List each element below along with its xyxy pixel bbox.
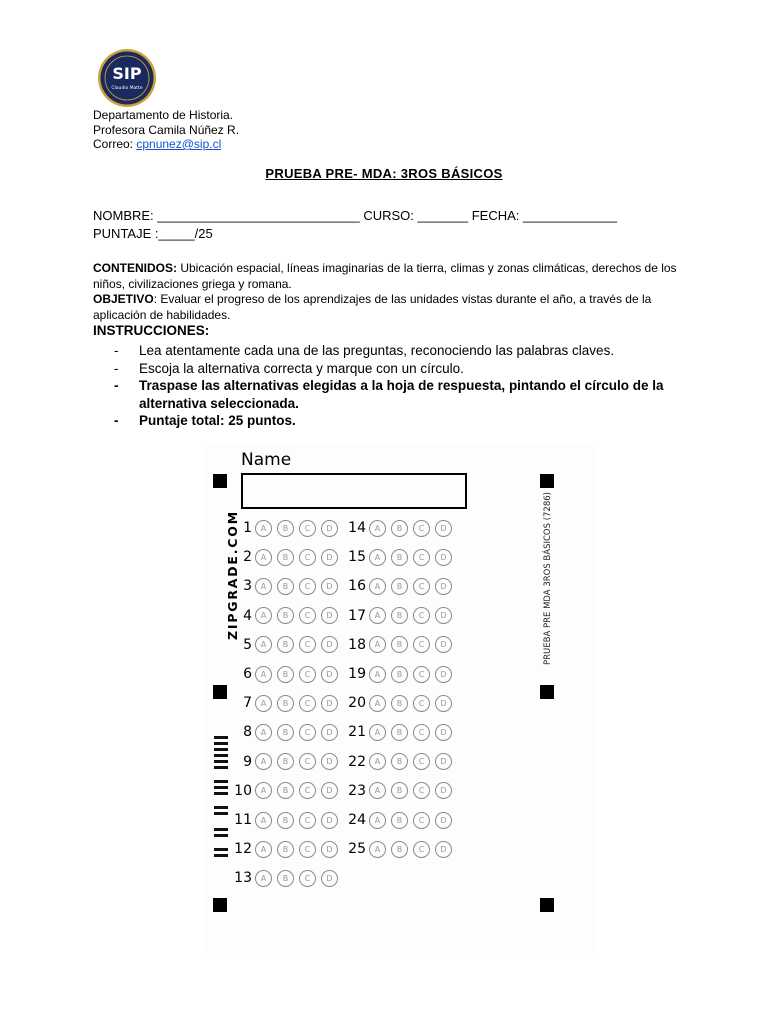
answer-bubble-a[interactable]: A xyxy=(255,607,272,624)
answer-bubble-b[interactable]: B xyxy=(391,520,408,537)
question-row xyxy=(229,781,343,801)
barcode-bar xyxy=(214,828,228,831)
alignment-marker xyxy=(213,685,227,699)
alignment-marker xyxy=(540,474,554,488)
question-number: 14 xyxy=(348,520,366,536)
score-field-line: PUNTAJE :_____/25 xyxy=(93,226,213,241)
alignment-marker xyxy=(540,685,554,699)
answer-bubble-a[interactable]: A xyxy=(255,666,272,683)
question-number: 19 xyxy=(348,666,366,682)
answer-bubble-a[interactable]: A xyxy=(369,636,386,653)
question-row xyxy=(229,722,343,742)
answer-bubble-a[interactable]: A xyxy=(255,812,272,829)
question-number: 11 xyxy=(234,812,252,828)
question-number: 13 xyxy=(234,870,252,887)
contenidos-label: CONTENIDOS: xyxy=(93,261,177,275)
department: Departamento de Historia. xyxy=(93,108,234,122)
question-row xyxy=(229,693,343,713)
answer-bubble-b[interactable]: B xyxy=(391,812,408,829)
answer-bubble-c[interactable]: C xyxy=(413,841,430,858)
instruction-item: - Traspase las alternativas elegidas a la hoja de respuesta, pintando el círculo de la alternativa seleccionada. xyxy=(114,378,664,411)
answer-bubble-d[interactable]: D xyxy=(435,753,452,770)
question-row xyxy=(343,781,457,801)
barcode-bar xyxy=(214,812,228,815)
answer-bubble-b[interactable]: B xyxy=(277,812,294,829)
answer-bubble-b[interactable]: B xyxy=(391,753,408,770)
answer-bubble-d[interactable]: D xyxy=(435,724,452,741)
question-number: 18 xyxy=(348,636,366,653)
question-row xyxy=(229,606,343,626)
barcode-bar xyxy=(214,792,228,795)
question-number: 24 xyxy=(348,812,366,828)
header-info xyxy=(93,108,239,152)
alignment-marker xyxy=(213,474,227,488)
barcode-bar xyxy=(214,786,228,789)
answer-bubble-c[interactable]: C xyxy=(299,695,316,712)
barcode-bar xyxy=(214,834,228,837)
zipgrade-brand: ZIPGRADE.COM xyxy=(225,510,240,640)
answer-bubble-b[interactable]: B xyxy=(391,636,408,653)
name-input-box[interactable] xyxy=(241,473,467,509)
question-number: 21 xyxy=(348,724,366,741)
sheet-title: PRUEBA PRE MDA 3ROS BÁSICOS (7286) xyxy=(543,492,553,665)
question-number: 20 xyxy=(348,695,366,712)
barcode-bar xyxy=(214,736,228,739)
question-number: 1 xyxy=(243,520,252,536)
question-row xyxy=(343,693,457,713)
answer-bubble-a[interactable]: A xyxy=(369,812,386,829)
email-link[interactable]: cpnunez@sip.cl xyxy=(136,137,222,151)
question-row xyxy=(229,839,343,859)
answer-bubble-c[interactable]: C xyxy=(299,724,316,741)
question-number: 12 xyxy=(234,841,252,858)
answer-sheet xyxy=(203,443,595,958)
contenidos-block xyxy=(93,260,683,292)
answer-bubble-d[interactable]: D xyxy=(435,782,452,799)
question-row xyxy=(343,810,457,830)
question-number: 25 xyxy=(348,841,366,858)
question-row xyxy=(343,752,457,772)
logo-subtext: Claudio Matte xyxy=(111,86,143,91)
answer-bubble-c[interactable]: C xyxy=(299,607,316,624)
answer-bubble-d[interactable]: D xyxy=(321,695,338,712)
student-fields-line: NOMBRE: ____________________________ CURSO: _______ FECHA: _____________ xyxy=(93,208,617,223)
answer-bubble-c[interactable]: C xyxy=(299,520,316,537)
answer-bubble-c[interactable]: C xyxy=(413,695,430,712)
barcode-bar xyxy=(214,854,228,857)
instructions-heading: INSTRUCCIONES: xyxy=(93,323,210,338)
answer-bubble-b[interactable]: B xyxy=(277,549,294,566)
answer-bubble-d[interactable]: D xyxy=(435,520,452,537)
question-number: 7 xyxy=(243,695,252,712)
question-row xyxy=(343,839,457,859)
question-number: 5 xyxy=(243,636,252,653)
barcode-bar xyxy=(214,780,228,783)
question-row xyxy=(343,576,457,596)
answer-bubble-b[interactable]: B xyxy=(391,607,408,624)
answer-bubble-a[interactable]: A xyxy=(255,870,272,887)
answer-bubble-c[interactable]: C xyxy=(413,607,430,624)
answer-bubble-d[interactable]: D xyxy=(321,870,338,887)
answer-bubble-c[interactable]: C xyxy=(299,666,316,683)
email-label: Correo: xyxy=(93,137,137,151)
answer-bubble-c[interactable]: C xyxy=(413,782,430,799)
barcode-bar xyxy=(214,848,228,851)
page-title: PRUEBA PRE- MDA: 3ROS BÁSICOS xyxy=(265,166,503,181)
alignment-marker xyxy=(540,898,554,912)
answer-bubble-b[interactable]: B xyxy=(277,607,294,624)
question-row xyxy=(229,664,343,684)
answer-bubble-c[interactable]: C xyxy=(413,724,430,741)
teacher: Profesora Camila Núñez R. xyxy=(93,122,240,137)
question-number: 16 xyxy=(348,578,366,595)
answer-bubble-d[interactable]: D xyxy=(435,666,452,683)
question-number: 22 xyxy=(348,753,366,770)
answer-bubble-d[interactable]: D xyxy=(435,812,452,829)
answer-bubble-d[interactable]: D xyxy=(321,607,338,624)
question-number: 23 xyxy=(348,782,366,799)
answer-bubble-d[interactable]: D xyxy=(435,578,452,595)
answer-bubble-d[interactable]: D xyxy=(321,578,338,595)
question-row xyxy=(343,635,457,655)
answer-bubble-a[interactable]: A xyxy=(255,549,272,566)
question-number: 2 xyxy=(243,549,252,566)
answer-bubble-c[interactable]: C xyxy=(413,578,430,595)
barcode-bar xyxy=(214,766,228,769)
question-row xyxy=(229,752,343,772)
answer-bubble-d[interactable]: D xyxy=(321,520,338,537)
barcode-bar xyxy=(214,806,228,809)
answer-bubble-b[interactable]: B xyxy=(391,782,408,799)
answer-bubble-a[interactable]: A xyxy=(255,636,272,653)
question-number: 8 xyxy=(243,724,252,741)
answer-bubble-c[interactable]: C xyxy=(413,636,430,653)
answer-bubble-a[interactable]: A xyxy=(255,782,272,799)
answer-bubble-a[interactable]: A xyxy=(255,841,272,858)
question-row xyxy=(343,606,457,626)
instruction-item: - Puntaje total: 25 puntos. xyxy=(114,413,296,428)
answer-bubble-a[interactable]: A xyxy=(369,666,386,683)
answer-bubble-b[interactable]: B xyxy=(277,782,294,799)
objetivo-block xyxy=(93,291,683,323)
answer-bubble-b[interactable]: B xyxy=(391,841,408,858)
answer-bubble-c[interactable]: C xyxy=(299,578,316,595)
objetivo-label: OBJETIVO xyxy=(93,292,154,306)
name-label: Name xyxy=(241,450,292,470)
answer-bubble-a[interactable]: A xyxy=(369,841,386,858)
answer-bubble-b[interactable]: B xyxy=(277,724,294,741)
answer-bubble-a[interactable]: A xyxy=(369,753,386,770)
answer-bubble-d[interactable]: D xyxy=(321,782,338,799)
question-number: 6 xyxy=(243,666,252,682)
answer-bubble-d[interactable]: D xyxy=(435,636,452,653)
answer-bubble-a[interactable]: A xyxy=(369,549,386,566)
answer-bubble-b[interactable]: B xyxy=(391,695,408,712)
question-row xyxy=(229,810,343,830)
answer-bubble-d[interactable]: D xyxy=(435,695,452,712)
barcode-bar xyxy=(214,748,228,751)
alignment-marker xyxy=(213,898,227,912)
answer-bubble-b[interactable]: B xyxy=(277,666,294,683)
answer-bubble-c[interactable]: C xyxy=(413,666,430,683)
question-number: 4 xyxy=(243,607,252,624)
answer-bubble-b[interactable]: B xyxy=(277,695,294,712)
answer-bubble-a[interactable]: A xyxy=(255,724,272,741)
answer-bubble-b[interactable]: B xyxy=(391,724,408,741)
answer-bubble-c[interactable]: C xyxy=(413,753,430,770)
answer-bubble-c[interactable]: C xyxy=(413,520,430,537)
answer-bubble-c[interactable]: C xyxy=(299,782,316,799)
answer-bubble-a[interactable]: A xyxy=(369,578,386,595)
question-row xyxy=(343,722,457,742)
answer-bubble-c[interactable]: C xyxy=(299,841,316,858)
question-row xyxy=(229,518,343,538)
answer-bubble-d[interactable]: D xyxy=(321,636,338,653)
answer-bubble-d[interactable]: D xyxy=(435,841,452,858)
instructions-list xyxy=(114,342,684,430)
logo-text: SIP xyxy=(112,64,142,83)
question-number: 17 xyxy=(348,607,366,624)
answer-bubble-b[interactable]: B xyxy=(277,870,294,887)
question-row xyxy=(343,518,457,538)
contenidos-text: Ubicación espacial, líneas imaginarias de la tierra, climas y zonas climáticas, derechos de los niños, civilizaciones griega y romana. xyxy=(93,261,677,291)
answer-bubble-b[interactable]: B xyxy=(391,578,408,595)
school-logo xyxy=(97,48,157,108)
answer-bubble-c[interactable]: C xyxy=(299,870,316,887)
barcode-bar xyxy=(214,742,228,745)
instruction-item: - Lea atentamente cada una de las preguntas, reconociendo las palabras claves. xyxy=(114,343,615,358)
answer-bubble-b[interactable]: B xyxy=(391,666,408,683)
barcode-bar xyxy=(214,754,228,757)
barcode-bar xyxy=(214,760,228,763)
question-row xyxy=(343,547,457,567)
answer-bubble-c[interactable]: C xyxy=(299,753,316,770)
answer-bubble-a[interactable]: A xyxy=(255,753,272,770)
answer-bubble-d[interactable]: D xyxy=(321,753,338,770)
question-number: 10 xyxy=(234,782,252,799)
answer-bubble-c[interactable]: C xyxy=(413,812,430,829)
answer-bubble-d[interactable]: D xyxy=(321,841,338,858)
answer-bubble-d[interactable]: D xyxy=(435,549,452,566)
answer-bubble-a[interactable]: A xyxy=(369,520,386,537)
answer-bubble-d[interactable]: D xyxy=(321,724,338,741)
answer-bubble-a[interactable]: A xyxy=(255,520,272,537)
answer-bubble-a[interactable]: A xyxy=(369,782,386,799)
question-row xyxy=(229,547,343,567)
question-number: 9 xyxy=(243,753,252,770)
answer-bubble-d[interactable]: D xyxy=(321,812,338,829)
answer-bubble-b[interactable]: B xyxy=(277,841,294,858)
question-row xyxy=(229,576,343,596)
answer-bubble-b[interactable]: B xyxy=(277,636,294,653)
instruction-item: - Escoja la alternativa correcta y marque con un círculo. xyxy=(114,360,464,376)
answer-bubble-d[interactable]: D xyxy=(435,607,452,624)
email-line xyxy=(93,137,239,152)
answer-bubble-d[interactable]: D xyxy=(321,666,338,683)
question-number: 15 xyxy=(348,549,366,566)
answer-bubble-c[interactable]: C xyxy=(299,812,316,829)
objetivo-text: : Evaluar el progreso de los aprendizajes de las unidades vistas durante el año, a través de la aplicación de habilidades. xyxy=(93,292,652,322)
answer-bubble-a[interactable]: A xyxy=(369,695,386,712)
question-row xyxy=(229,635,343,655)
answer-bubble-a[interactable]: A xyxy=(255,578,272,595)
answer-bubble-b[interactable]: B xyxy=(391,549,408,566)
answer-bubble-c[interactable]: C xyxy=(299,636,316,653)
answer-bubble-b[interactable]: B xyxy=(277,578,294,595)
question-number: 3 xyxy=(243,578,252,595)
question-row xyxy=(343,664,457,684)
answer-bubble-a[interactable]: A xyxy=(255,695,272,712)
answer-bubble-b[interactable]: B xyxy=(277,520,294,537)
answer-bubble-a[interactable]: A xyxy=(369,724,386,741)
answer-bubble-a[interactable]: A xyxy=(369,607,386,624)
answer-bubble-b[interactable]: B xyxy=(277,753,294,770)
answer-bubble-d[interactable]: D xyxy=(321,549,338,566)
answer-bubble-c[interactable]: C xyxy=(299,549,316,566)
answer-bubble-c[interactable]: C xyxy=(413,549,430,566)
question-row xyxy=(229,868,343,888)
